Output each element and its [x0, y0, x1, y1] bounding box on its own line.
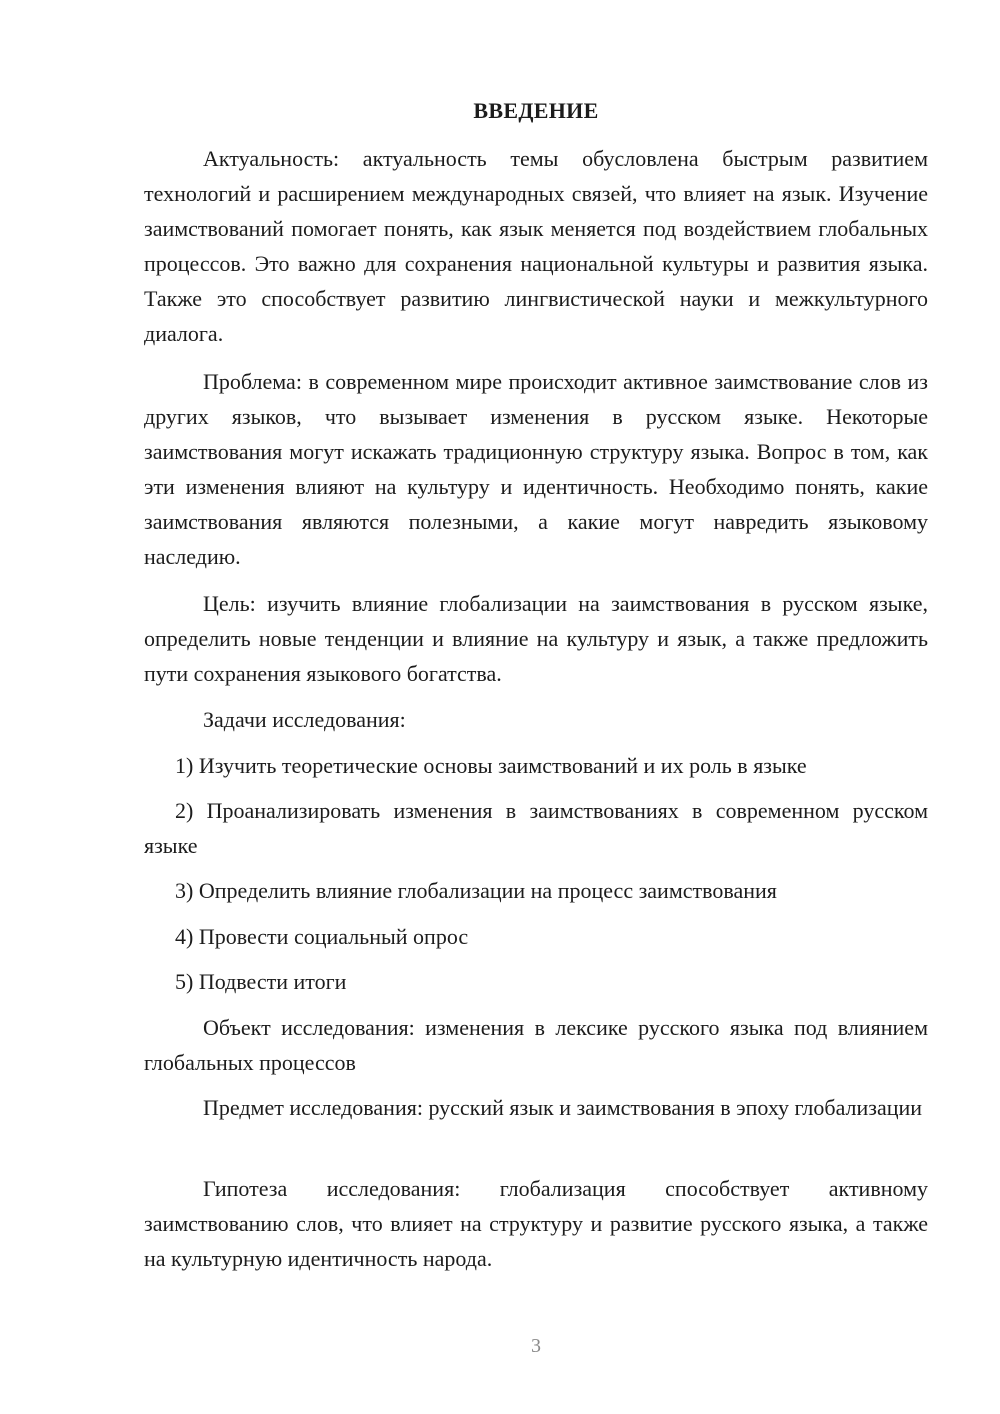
task-item-2: 2) Проанализировать изменения в заимствованиях в современном русском языке	[144, 798, 928, 858]
paragraph-relevance: Актуальность: актуальность темы обусловлена быстрым развитием технологий и расширением международных связей, что влияет на язык. Изучение заимствований помогает понять, как язык меняется под воздействием глобальных процессов. Это важно для сохранения национальной культуры и развития языка. Также это способствует развитию лингвистической науки и межкультурного диалога.	[144, 146, 928, 346]
page-title: ВВЕДЕНИЕ	[473, 98, 599, 123]
task-item-5: 5) Подвести итоги	[175, 969, 347, 994]
task-item-4: 4) Провести социальный опрос	[175, 924, 469, 949]
task-item-3: 3) Определить влияние глобализации на процесс заимствования	[175, 878, 777, 903]
paragraph-goal: Цель: изучить влияние глобализации на заимствования в русском языке, определить новые тенденции и влияние на культуру и язык, а также предложить пути сохранения языкового богатства.	[144, 591, 928, 686]
page-number: 3	[531, 1335, 541, 1357]
tasks-heading: Задачи исследования:	[203, 707, 406, 732]
paragraph-subject: Предмет исследования: русский язык и заимствования в эпоху глобализации	[203, 1095, 923, 1120]
paragraph-problem: Проблема: в современном мире происходит активное заимствование слов из других языков, что вызывает изменения в русском языке. Некоторые заимствования могут искажать традиционную структуру языка. Вопрос в том, как эти изменения влияют на культуру и идентичность. Необходимо понять, какие заимствования являются полезными, а какие могут навредить языковому наследию.	[144, 369, 928, 569]
paragraph-object: Объект исследования: изменения в лексике русского языка под влиянием глобальных процессов	[144, 1015, 928, 1075]
paragraph-hypothesis: Гипотеза исследования: глобализация способствует активному заимствованию слов, что влияет на структуру и развитие русского языка, а также на культурную идентичность народа.	[144, 1176, 928, 1271]
task-item-1: 1) Изучить теоретические основы заимствований и их роль в языке	[175, 753, 807, 778]
